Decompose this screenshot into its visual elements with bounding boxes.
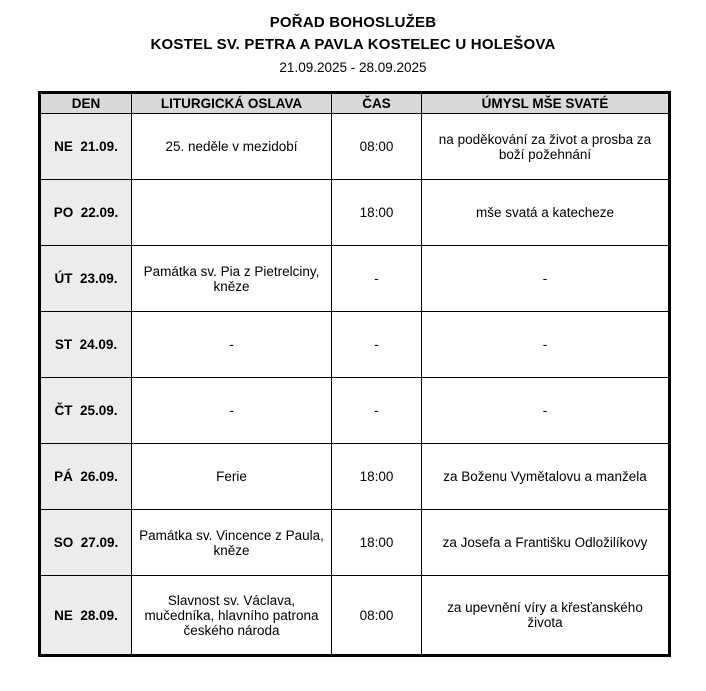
cell-cas: 08:00 [332,114,422,180]
cell-oslava: 25. neděle v mezidobí [132,114,332,180]
cell-den: NE 21.09. [40,114,132,180]
document-header [0,12,706,77]
cell-cas: 08:00 [332,576,422,656]
date-range: 21.09.2025 - 28.09.2025 [279,59,427,75]
table-header-row [40,93,670,114]
cell-cas: - [332,312,422,378]
col-header-den: DEN [40,93,132,114]
cell-umysl: - [422,312,670,378]
cell-den: ČT 25.09. [40,378,132,444]
schedule-table [38,91,671,657]
table-row [40,576,670,656]
cell-umysl: za upevnění víry a křesťanského života [422,576,670,656]
table-row [40,114,670,180]
cell-cas: 18:00 [332,444,422,510]
cell-den: NE 28.09. [40,576,132,656]
table-row [40,444,670,510]
cell-oslava: Památka sv. Vincence z Paula, kněze [132,510,332,576]
cell-den: PO 22.09. [40,180,132,246]
cell-umysl: - [422,378,670,444]
page-title: POŘAD BOHOSLUŽEB [269,14,437,31]
cell-cas: - [332,246,422,312]
table-row [40,378,670,444]
cell-oslava: Slavnost sv. Václava, mučedníka, hlavního patrona českého národa [132,576,332,656]
col-header-umysl: ÚMYSL MŠE SVATÉ [422,93,670,114]
cell-cas: 18:00 [332,510,422,576]
cell-den: SO 27.09. [40,510,132,576]
col-header-oslava: LITURGICKÁ OSLAVA [132,93,332,114]
page-subtitle: KOSTEL SV. PETRA A PAVLA KOSTELEC U HOLEŠOVA [150,35,556,53]
cell-den: PÁ 26.09. [40,444,132,510]
cell-umysl: mše svatá a katecheze [422,180,670,246]
col-header-cas: ČAS [332,93,422,114]
cell-umysl: za Boženu Vymětalovu a manžela [422,444,670,510]
cell-oslava: - [132,312,332,378]
cell-umysl: za Josefa a Františku Odložilíkovy [422,510,670,576]
table-row [40,180,670,246]
cell-umysl: - [422,246,670,312]
cell-oslava [132,180,332,246]
cell-umysl: na poděkování za život a prosba za boží požehnání [422,114,670,180]
cell-den: ST 24.09. [40,312,132,378]
cell-oslava: Ferie [132,444,332,510]
cell-oslava: Památka sv. Pia z Pietrelciny, kněze [132,246,332,312]
cell-cas: - [332,378,422,444]
cell-cas: 18:00 [332,180,422,246]
table-row [40,246,670,312]
table-row [40,312,670,378]
cell-oslava: - [132,378,332,444]
cell-den: ÚT 23.09. [40,246,132,312]
table-row [40,510,670,576]
